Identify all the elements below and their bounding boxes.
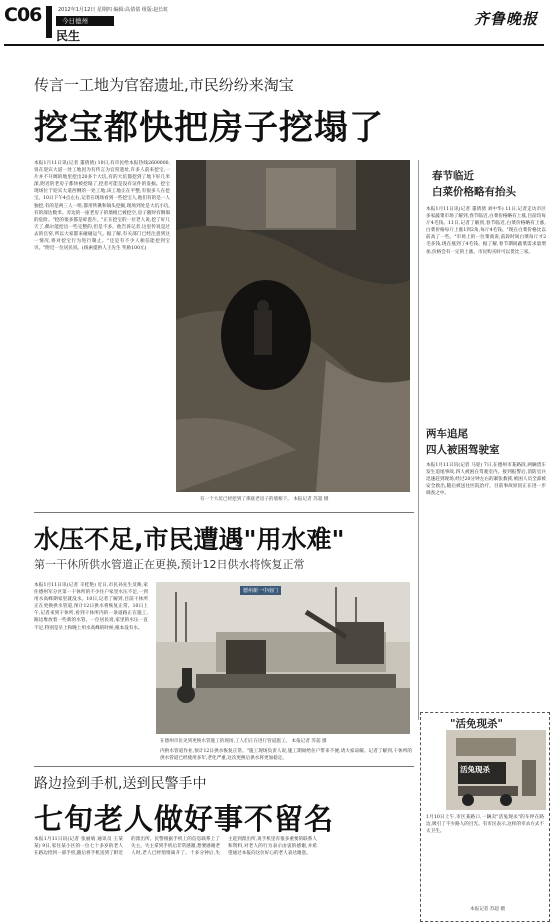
page-number: C06: [4, 4, 42, 26]
sidebar-news2-title-2: 四人被困驾驶室: [426, 444, 500, 456]
lifestyle-box-body: 1月10日上午,市区某路口,一辆卖"活兔现杀"的车停在路边,吸引了不少路人的目光。有市民表示,这样的宰杀方式不太卫生。: [426, 815, 544, 835]
sidebar-news2-body: 本报1月11日讯(记者 马迎) 7日,在德州市某路段,两辆货车发生追尾事故,四人被困在驾驶室内。接到报警后,消防官兵迅速赶到现场,经过20分钟左右的紧张救援,被困人员全部被安全救出,随后被送往医院治疗。目前事故原因正在进一步调查之中。: [426, 463, 546, 497]
section-tag: 今日德州: [56, 16, 114, 26]
story3-body: 本报1月11日讯(记者 张丽娟 通讯员 王某某) 9日,家住某小区的一位七十多岁的老人在路边捡到一部手机,随后将手机送到了附近的派出所。民警根据手机上的信息联系上了失主。失主拿到手机后非常感激,想要感谢老人时,老人已经悄悄离开了。十多分钟后,失主赶到派出所,说手机里有很多重要的联系人和资料,对老人的行为表示由衷的感谢,并希望通过本报向这位好心的老人表达谢意。: [34, 837, 317, 857]
sidebar-news-body: 本报1月11日讯(记者 董倩倩 刘中华) 11日,记者走访市区多家蔬菜市场了解到,春节临近,白菜价格略有上涨,目前均每斤4毛钱。11日,记者了解到,春节临近,白菜价格略有上涨,白菜价格每斤上涨1到2角,每斤4毛钱。"现在白菜价格比以前高了一些。"市场上的一位菜商说,前段时间白菜每斤才2毛多钱,现在涨到了4毛钱。据了解,春节期间蔬菜需求量增加,价格会有一定的上涨。市民购买时可以货比三家。: [426, 207, 546, 255]
story2-photo: [156, 582, 410, 734]
lead-body: 本报1月11日讯(记者 董倩倩) 10日,有市民给本报热线2600000,说在迎宾大道一处工地因为有传言为官窑遗址,许多人前来挖宝,一片并不开阔的地里挖出20多个大坑,有的大坑都挖到了地下好几米深,附近的老房子都快被挖塌了,挖者可能是没有证件的发掘。挖宝现场位于迎宾大道西侧的一处工地,该工地正在平整,有很多人在挖宝。10日下午4点左右,记者在现场看到一些挖宝人,他们有的是一人独挖,有的是两三人一组,都用铁锹和镐头挖掘,现场到处是大坑小坑,有的深达数米。旁边的一座老房子的墙根已被挖空,房子随时有倒塌的危险。"挖的很多都是碎瓷片。"正在挖宝的一位老人说,挖了好几天了,偶尔能挖出一些完整的,但是不多。他告诉记者,这里传说是过去的官窑,所以大家都来碰碰运气。据了解,有关部门已经注意到这一情况,将对挖宝行为进行制止。"还是有不少人相信能挖到宝贝。"附近一位居民说。(线索提供人王先生 奖励100元): [34, 161, 170, 252]
header-bar: [46, 6, 52, 38]
story2-body-right: 内供水管道作业,预计12日供水恢复正常。"施工现场负责人说,施工期间给住户带来不便,请大家谅解。记者了解到,干休所的供水管道已经使用多年,老化严重,这次更换后供水将更加稳定。: [160, 749, 412, 762]
lead-headline: 挖宝都快把房子挖塌了: [34, 108, 384, 148]
story2-rule: [34, 512, 414, 513]
header-rule: [4, 44, 544, 46]
lead-photo: [176, 160, 410, 492]
sidebar-news-title-2: 白菜价格略有抬头: [432, 186, 516, 198]
lifestyle-box-credit: 本报记者 苏超 摄: [470, 907, 506, 912]
story2-body-left: 本报1月11日讯(记者 辛桂艳) 近日,市民孙先生反映,家住德州军分区第一干休所的不少住户家里水压不足,一到用水高峰期家里就没水。10日,记者了解到,目前干休所正在更换供水管道,预计12日供水将恢复正常。10日上午,记者来到干休所,看到干休所内的一条道路正在施工,路边堆放着一些新的水管。一位居民说,家里的水压一直不足,特别是早上和晚上用水高峰的时候,根本没有水。: [34, 583, 148, 631]
story3-rule: [34, 766, 414, 767]
story2-photo-sign: 德州新一中南门: [240, 586, 281, 595]
newspaper-logo: 齐鲁晚报: [473, 10, 538, 28]
story3-kicker: 路边捡到手机,送到民警手中: [34, 776, 207, 792]
lifestyle-box-label: "活免现杀": [450, 718, 503, 730]
sidebar-news-title-1: 春节临近: [432, 170, 474, 182]
sidebar-news2-title-1: 两车追尾: [426, 428, 468, 440]
story2-photo-caption: 在德州市民见到更换水管施工的现场,工人们正在进行管道施工。 本报记者 苏超 摄: [160, 739, 327, 744]
section-name: 民生: [56, 29, 81, 43]
story2-subhead: 第一干休所供水管道正在更换,预计12日供水将恢复正常: [34, 558, 305, 571]
water-pipe-photo: [156, 582, 410, 734]
story3-headline: 七旬老人做好事不留名: [34, 802, 335, 836]
rabbit-sign-text: 活兔现杀: [460, 765, 490, 774]
sidebar-divider: [418, 160, 419, 720]
lead-kicker: 传言一工地为官窑遗址,市民纷纷来淘宝: [34, 76, 294, 94]
dig-site-photo: [176, 160, 410, 492]
lead-photo-caption: 有一个大坑已经挖到了那座老房子的墙根下。 本报记者 苏超 摄: [200, 497, 329, 502]
story2-headline: 水压不足,市民遭遇"用水难": [34, 525, 345, 554]
date-line: 2012年1月12日 星期四 编辑:高倩倩 组版:赵长虹: [58, 7, 169, 13]
